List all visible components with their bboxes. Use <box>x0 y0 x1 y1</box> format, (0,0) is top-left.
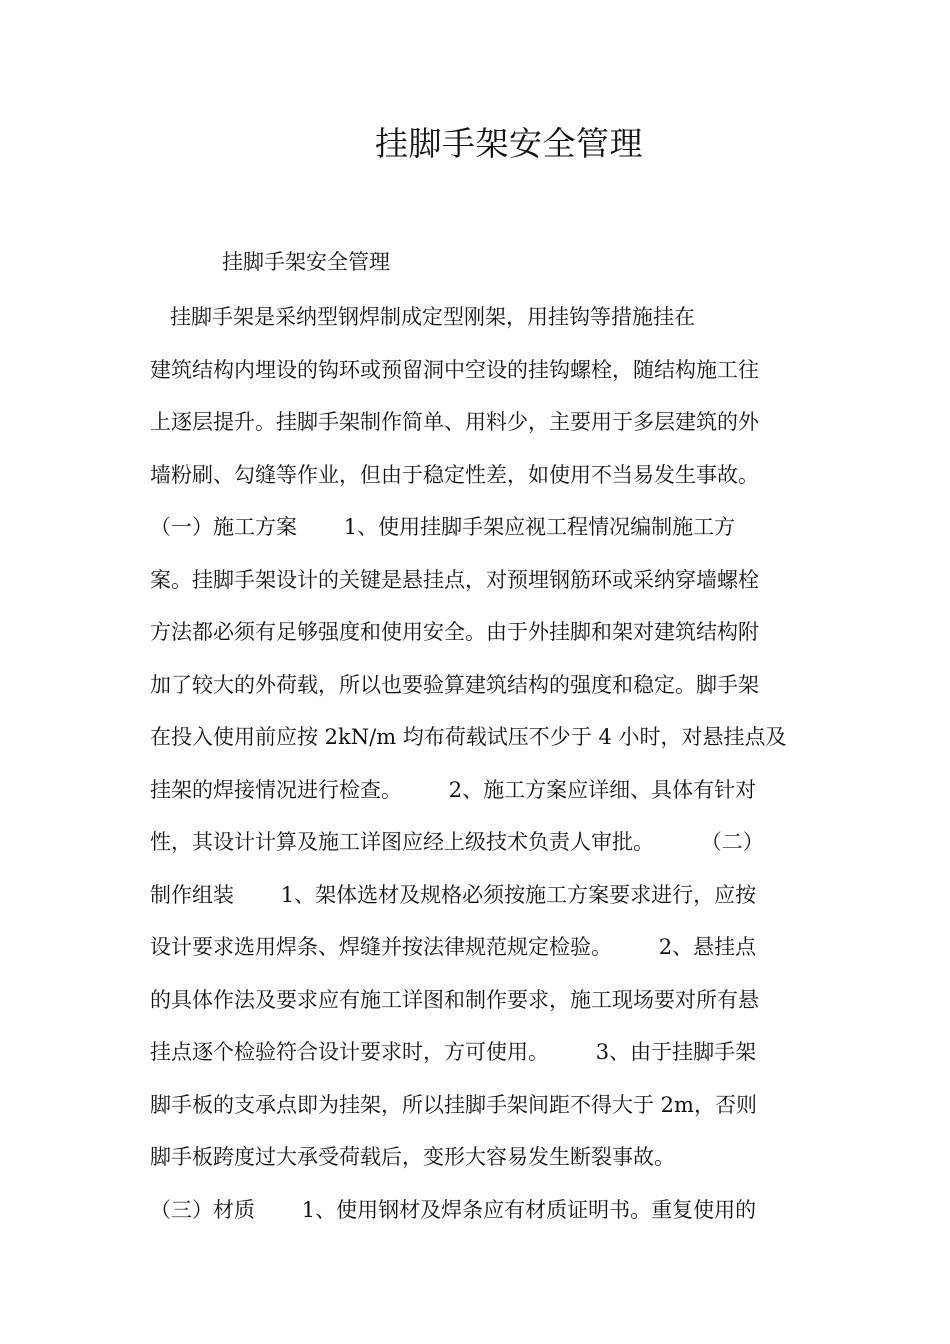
document-title: 挂脚手架安全管理 <box>375 124 643 163</box>
body-line: 挂架的焊接情况进行检查。 2、施工方案应详细、具体有针对 <box>150 777 757 802</box>
body-line: （三）材质 1、使用钢材及焊条应有材质证明书。重复使用的 <box>150 1197 757 1222</box>
body-line: （一）施工方案 1、使用挂脚手架应视工程情况编制施工方 <box>150 515 736 539</box>
document-body <box>150 291 800 1236</box>
body-line: 挂脚手架是采纳型钢焊制成定型刚架，用挂钩等措施挂在 <box>150 305 696 329</box>
body-line: 挂点逐个检验符合设计要求时，方可使用。 3、由于挂脚手架 <box>150 1040 757 1064</box>
document-subtitle: 挂脚手架安全管理 <box>222 250 390 274</box>
body-line: 脚手板跨度过大承受荷载后，变形大容易发生断裂事故。 <box>150 1145 675 1169</box>
body-line: 上逐层提升。挂脚手架制作简单、用料少，主要用于多层建筑的外 <box>150 410 759 434</box>
body-line: 的具体作法及要求应有施工详图和制作要求，施工现场要对所有悬 <box>150 987 759 1012</box>
body-line: 设计要求选用焊条、焊缝并按法律规范规定检验。 2、悬挂点 <box>150 935 757 959</box>
body-line: 案。挂脚手架设计的关键是悬挂点，对预埋钢筋环或采纳穿墙螺栓 <box>150 567 759 592</box>
body-line: 墙粉刷、勾缝等作业，但由于稳定性差，如使用不当易发生事故。 <box>150 462 759 487</box>
body-line: 性，其设计计算及施工详图应经上级技术负责人审批。 （二） <box>150 830 764 854</box>
body-line: 加了较大的外荷载，所以也要验算建筑结构的强度和稳定。脚手架 <box>150 672 759 697</box>
body-line: 在投入使用前应按 2kN/m 均布荷载试压不少于 4 小时，对悬挂点及 <box>150 725 787 749</box>
body-line: 脚手板的支承点即为挂架，所以挂脚手架间距不得大于 2m，否则 <box>150 1092 757 1117</box>
body-line: 方法都必须有足够强度和使用安全。由于外挂脚和架对建筑结构附 <box>150 620 759 644</box>
body-line: 制作组装 1、架体选材及规格必须按施工方案要求进行，应按 <box>150 882 757 907</box>
body-line: 建筑结构内埋设的钩环或预留洞中空设的挂钩螺栓，随结构施工往 <box>150 357 759 382</box>
